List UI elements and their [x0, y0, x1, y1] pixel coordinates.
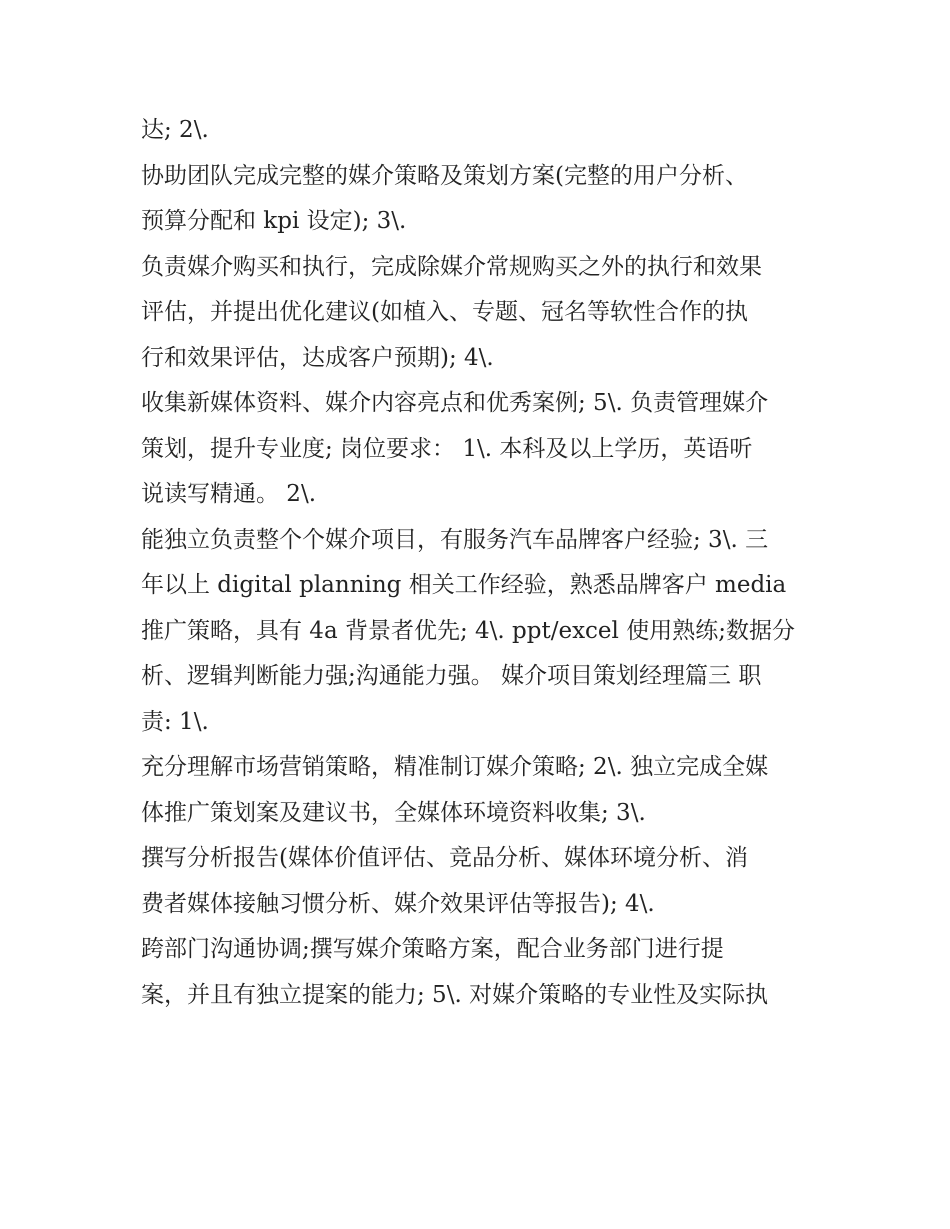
text-line: 说读写精通。 2\. — [141, 481, 317, 507]
text-line: 行和效果评估，达成客户预期); 4\. — [141, 344, 494, 371]
text-line: 策划，提升专业度; 岗位要求： 1\. 本科及以上学历，英语听 — [141, 435, 753, 462]
text-line: 责: 1\. — [141, 708, 209, 735]
text-line: 案，并且有独立提案的能力; 5\. 对媒介策略的专业性及实际执 — [141, 981, 769, 1008]
text-line: 析、逻辑判断能力强;沟通能力强。 媒介项目策划经理篇三 职 — [141, 663, 762, 689]
text-line: 体推广策划案及建议书，全媒体环境资料收集; 3\. — [141, 799, 646, 826]
text-line: 费者媒体接触习惯分析、媒介效果评估等报告); 4\. — [141, 890, 655, 917]
text-line: 能独立负责整个个媒介项目，有服务汽车品牌客户经验; 3\. 三 — [141, 526, 769, 553]
document-body — [141, 108, 821, 1018]
text-line: 达; 2\. — [141, 117, 209, 143]
text-line: 评估，并提出优化建议(如植入、专题、冠名等软性合作的执 — [141, 299, 748, 325]
text-line: 负责媒介购买和执行，完成除媒介常规购买之外的执行和效果 — [141, 253, 762, 280]
text-line: 协助团队完成完整的媒介策略及策划方案(完整的用户分析、 — [141, 162, 748, 189]
text-line: 充分理解市场营销策略，精准制订媒介策略; 2\. 独立完成全媒 — [141, 754, 769, 780]
text-line: 预算分配和 kpi 设定); 3\. — [141, 208, 407, 234]
text-line: 推广策略，具有 4a 背景者优先; 4\. ppt/excel 使用熟练;数据分 — [141, 617, 795, 644]
text-line: 跨部门沟通协调;撰写媒介策略方案，配合业务部门进行提 — [141, 936, 724, 962]
text-line: 撰写分析报告(媒体价值评估、竞品分析、媒体环境分析、消 — [141, 845, 748, 871]
text-line: 收集新媒体资料、媒介内容亮点和优秀案例; 5\. 负责管理媒介 — [141, 390, 769, 416]
text-line: 年以上 digital planning 相关工作经验，熟悉品牌客户 media — [141, 572, 787, 598]
